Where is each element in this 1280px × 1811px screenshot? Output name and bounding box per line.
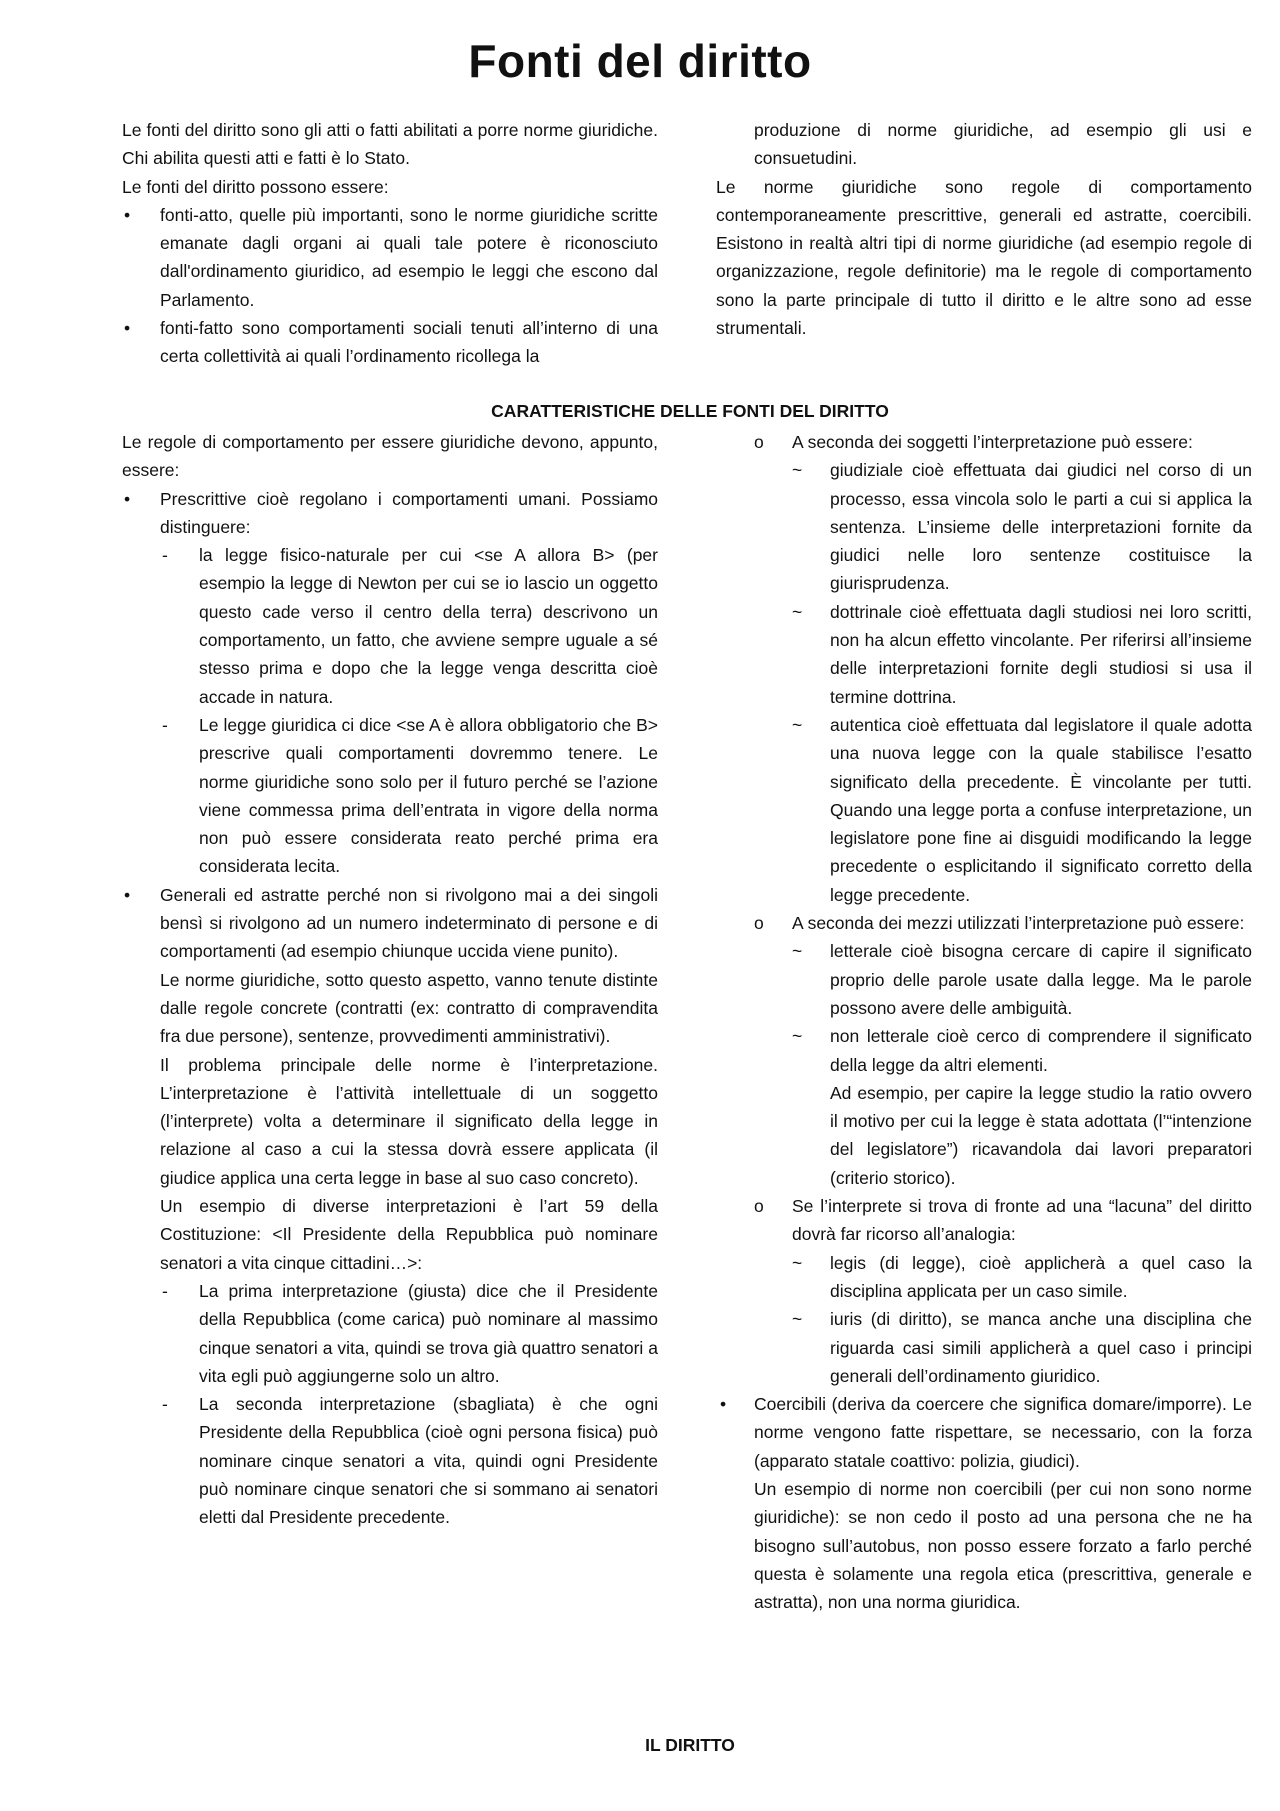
- bullet-icon: •: [124, 488, 131, 509]
- intro-paragraph: Le norme giuridiche sono regole di comportamento contemporaneamente prescrittive, generali ed astratte, coercibili. Esistono in realtà altri tipi di norme giuridiche (ad esempio regole di organizzazione, regole definitorie) ma le regole di comportamento sono la parte principale di tutto il diritto e le altre sono ad esse strumentali.: [716, 176, 1252, 339]
- dash-icon: -: [162, 1280, 168, 1301]
- sub-list-item: ~ legis (di legge), cioè applicherà a quel caso la disciplina applicata per un caso simile.: [716, 1249, 1252, 1306]
- body-paragraph: Le norme giuridiche, sotto questo aspetto, vanno tenute distinte dalle regole concrete (contratti (ex: contratto di compravendita fra due persone), sentenze, provvedimenti amministrativi).: [160, 969, 658, 1047]
- bullet-icon: •: [124, 204, 131, 225]
- tilde-bullet-icon: ~: [792, 941, 803, 962]
- bullet-icon: •: [124, 318, 131, 339]
- characteristics-left-column: [122, 428, 658, 1532]
- body-paragraph: Il problema principale delle norme è l’interpretazione. L’interpretazione è l’attività intellettuale di un soggetto (l’interprete) volta a determinare il significato della legge in relazione al caso a cui la stessa dovrà essere applicata (il giudice applica una certa legge in base al suo caso concreto).: [160, 1054, 658, 1188]
- body-paragraph: Un esempio di norme non coercibili (per cui non sono norme giuridiche): se non cedo il posto ad una persona che ne ha bisogno sull’autobus, non posso essere forzato a farlo perché questa è solamente una regola etica (prescrittiva, generale e astratta), non una norma giuridica.: [754, 1478, 1252, 1613]
- bullet-icon: •: [124, 884, 131, 905]
- sub-list-item: - Le legge giuridica ci dice <se A è allora obbligatorio che B> prescrive quali comportamenti dovremmo tenere. Le norme giuridiche sono solo per il futuro perché se l’azione viene commessa prima dell’entrata in vigore della norma non può essere considerata reato perché prima era considerata lecita.: [122, 711, 658, 881]
- dash-icon: -: [162, 714, 168, 735]
- sub-list-item: ~ non letterale cioè cerco di comprendere il significato della legge da altri elementi.: [716, 1022, 1252, 1079]
- circle-bullet-icon: o: [754, 1196, 764, 1217]
- sub-list-item: ~ letterale cioè bisogna cercare di capire il significato proprio delle parole usate dalla legge. Ma le parole possono avere delle ambiguità.: [716, 937, 1252, 1022]
- dash-icon: -: [162, 545, 168, 566]
- page-title: Fonti del diritto: [468, 35, 812, 87]
- tilde-bullet-icon: ~: [792, 1026, 803, 1047]
- intro-paragraph: Le fonti del diritto sono gli atti o fatti abilitati a porre norme giuridiche. Chi abilita questi atti e fatti è lo Stato.: [122, 120, 658, 169]
- sub-list-item: - La seconda interpretazione (sbagliata) è che ogni Presidente della Repubblica (cioè ogni persona fisica) può nominare cinque senatori a vita, quindi ogni Presidente può nominare cinque senatori che si sommano ai senatori eletti dal Presidente precedente.: [122, 1390, 658, 1531]
- bullet-icon: •: [720, 1394, 727, 1415]
- list-item: • Generali ed astratte perché non si rivolgono mai a dei singoli bensì si rivolgono ad un numero indeterminato di persone e di comportamenti (ad esempio chiunque uccida viene punito).: [122, 881, 658, 966]
- body-paragraph: Ad esempio, per capire la legge studio la ratio ovvero il motivo per cui la legge è stata adottata (l’“intenzione del legislatore”) ricavandola dai lavori preparatori (criterio storico).: [830, 1082, 1252, 1188]
- list-item-continuation: produzione di norme giuridiche, ad esempio gli usi e consuetudini.: [754, 120, 1252, 169]
- sub-list-item: ~ dottrinale cioè effettuata dagli studiosi nei loro scritti, non ha alcun effetto vincolante. Per riferirsi all’insieme delle interpretazioni fornite degli studiosi si usa il termine dottrina.: [716, 598, 1252, 711]
- intro-right-column: [716, 116, 1252, 342]
- tilde-bullet-icon: ~: [792, 601, 803, 622]
- sub-list-item: ~ autentica cioè effettuata dal legislatore il quale adotta una nuova legge con la quale stabilisce l’esatto significato della precedente. È vincolante per tutti. Quando una legge porta a confuse interpretazione, un legislatore pone fine ai disguidi modificando la legge precedente o esplicitando il significato corretto della legge precedente.: [716, 711, 1252, 909]
- list-item: • Coercibili (deriva da coercere che significa domare/imporre). Le norme vengono fatte rispettare, se necessario, con la forza (apparato statale coattivo: polizia, giudici).: [716, 1390, 1252, 1475]
- sub-list-item: ~ iuris (di diritto), se manca anche una disciplina che riguarda casi simili applicherà a quel caso i principi generali dell’ordinamento giuridico.: [716, 1305, 1252, 1390]
- tilde-bullet-icon: ~: [792, 714, 803, 735]
- intro-left-column: [122, 116, 658, 371]
- page-footer: IL DIRITTO: [645, 1735, 735, 1755]
- tilde-bullet-icon: ~: [792, 1252, 803, 1273]
- intro-paragraph: Le fonti del diritto possono essere:: [122, 176, 389, 197]
- list-item: • fonti-atto, quelle più importanti, sono le norme giuridiche scritte emanate dagli organi ai quali tale potere è riconosciuto dall'ordinamento giuridico, ad esempio le leggi che escono dal Parlamento.: [122, 201, 658, 314]
- lead-paragraph: Le regole di comportamento per essere giuridiche devono, appunto, essere:: [122, 432, 658, 481]
- tilde-bullet-icon: ~: [792, 460, 803, 481]
- sub-list-item: - La prima interpretazione (giusta) dice che il Presidente della Repubblica (come carica) può nominare al massimo cinque senatori a vita, quindi se trova già quattro senatori a vita egli può aggiungerne solo un altro.: [122, 1277, 658, 1390]
- dash-icon: -: [162, 1394, 168, 1415]
- circle-bullet-icon: o: [754, 913, 764, 934]
- list-item: • fonti-fatto sono comportamenti sociali tenuti all’interno di una certa collettività ai quali l’ordinamento ricollega la: [122, 314, 658, 371]
- list-item: o Se l’interprete si trova di fronte ad una “lacuna” del diritto dovrà far ricorso all’analogia:: [716, 1192, 1252, 1249]
- list-item: o A seconda dei mezzi utilizzati l’interpretazione può essere:: [716, 909, 1252, 937]
- sources-list: [122, 201, 658, 371]
- sub-list-item: ~ giudiziale cioè effettuata dai giudici nel corso di un processo, essa vincola solo le parti a cui si applica la sentenza. L’insieme delle interpretazioni fornite da giudici nelle loro sentenze costituisce la giurisprudenza.: [716, 456, 1252, 597]
- tilde-bullet-icon: ~: [792, 1309, 803, 1330]
- sub-list-item: - la legge fisico-naturale per cui <se A allora B> (per esempio la legge di Newton per cui se io lascio un oggetto questo cade verso il centro della terra) descrivono un comportamento, un fatto, che avviene sempre uguale a sé stesso prima e dopo che la legge venga descritta cioè accade in natura.: [122, 541, 658, 711]
- body-paragraph: Un esempio di diverse interpretazioni è l’art 59 della Costituzione: <Il Presidente della Repubblica può nominare senatori a vita cinque cittadini…>:: [160, 1196, 658, 1273]
- circle-bullet-icon: o: [754, 432, 764, 452]
- list-item: • Prescrittive cioè regolano i comportamenti umani. Possiamo distinguere:: [122, 485, 658, 542]
- section-heading: CARATTERISTICHE DELLE FONTI DEL DIRITTO: [491, 401, 889, 421]
- list-item: o A seconda dei soggetti l’interpretazione può essere:: [716, 428, 1252, 456]
- characteristics-right-column: [716, 428, 1252, 1616]
